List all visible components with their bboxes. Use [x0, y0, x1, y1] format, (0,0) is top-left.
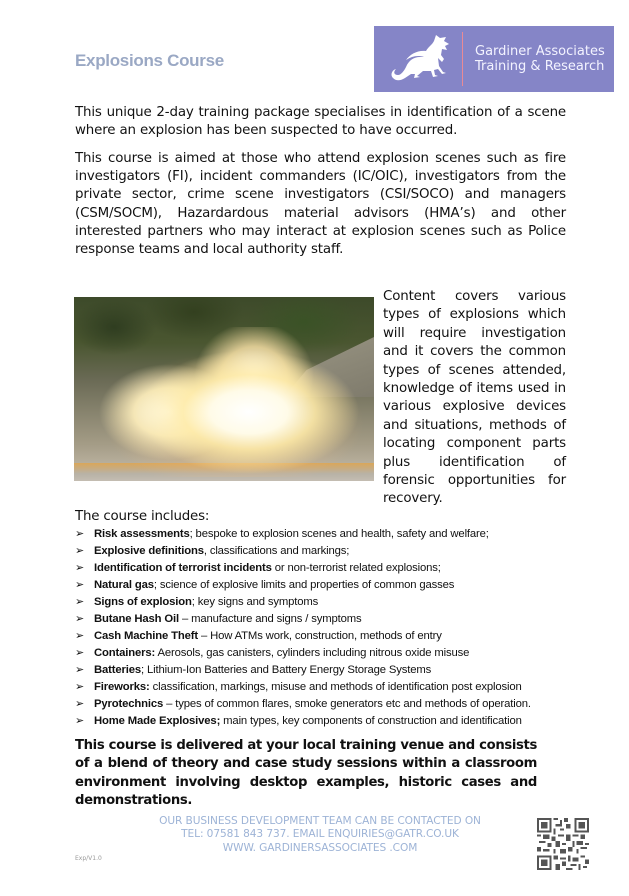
- item-bold: Home Made Explosives;: [94, 715, 221, 727]
- company-logo: [374, 26, 614, 92]
- item-text: Aerosols, gas canisters, cylinders including nitrous oxide misuse: [155, 647, 470, 659]
- list-item: [75, 628, 575, 645]
- closing-statement: This course is delivered at your local training venue and consists of a blend of theory and case study sessions within a classroom environment involving desktop examples, historic cases and demonstrations.: [75, 738, 537, 809]
- item-bold: Batteries: [94, 664, 141, 676]
- explosion-photo: [74, 297, 374, 481]
- item-text: ; key signs and symptoms: [191, 596, 319, 608]
- item-text: , classifications and markings;: [203, 545, 350, 557]
- list-item: [75, 526, 575, 543]
- arrow-bullet-icon: ➢: [75, 664, 85, 676]
- list-item: [75, 594, 575, 611]
- footer-website-link[interactable]: WWW. GARDINERSASSOCIATES .COM: [222, 841, 418, 854]
- item-text: – types of common flares, smoke generators etc and methods of operation.: [163, 698, 531, 710]
- intro-paragraph-2: This course is aimed at those who attend explosion scenes such as fire investigators (FI), incident commanders (IC/OIC), investigators from the private sector, crime scene investigators (CSI/SOCO) and managers (CSM/SOCM), Hazardardous material advisors (HMA’s) and other interested partners who may interact at explosion scenes such as Police response teams and local authority staff.: [75, 151, 566, 258]
- item-bold: Butane Hash Oil: [94, 613, 180, 625]
- item-bold: Cash Machine Theft: [94, 630, 199, 642]
- list-item: [75, 611, 575, 628]
- qr-code-icon[interactable]: [536, 818, 590, 870]
- list-item: [75, 713, 575, 730]
- logo-divider: [462, 32, 463, 86]
- arrow-bullet-icon: ➢: [75, 596, 85, 608]
- list-item: [75, 645, 575, 662]
- contact-footer: [130, 815, 510, 855]
- logo-line-2: Training & Research: [475, 59, 605, 74]
- dragon-icon: [386, 31, 460, 87]
- arrow-bullet-icon: ➢: [75, 528, 85, 540]
- includes-heading: The course includes:: [75, 509, 210, 524]
- arrow-bullet-icon: ➢: [75, 613, 85, 625]
- item-text: classification, markings, misuse and methods of identification post explosion: [149, 681, 522, 693]
- item-bold: Pyrotechnics: [94, 698, 164, 710]
- list-item: [75, 662, 575, 679]
- arrow-bullet-icon: ➢: [75, 698, 85, 710]
- list-item: [75, 543, 575, 560]
- logo-line-1: Gardiner Associates: [475, 44, 605, 59]
- item-bold: Identification of terrorist incidents: [94, 562, 272, 574]
- photo-fireball: [84, 327, 369, 477]
- item-text: – manufacture and signs / symptoms: [179, 613, 362, 625]
- includes-list: [75, 526, 575, 730]
- arrow-bullet-icon: ➢: [75, 562, 85, 574]
- arrow-bullet-icon: ➢: [75, 647, 85, 659]
- item-text: – How ATMs work, construction, methods of entry: [198, 630, 442, 642]
- list-item: [75, 560, 575, 577]
- item-text: ; science of explosive limits and properties of common gasses: [153, 579, 455, 591]
- arrow-bullet-icon: ➢: [75, 681, 85, 693]
- item-bold: Explosive definitions: [94, 545, 204, 557]
- footer-line-1: OUR BUSINESS DEVELOPMENT TEAM CAN BE CONTACTED ON: [159, 815, 481, 827]
- version-label: Exp/V1.0: [75, 855, 102, 862]
- arrow-bullet-icon: ➢: [75, 715, 85, 727]
- logo-text: [475, 44, 605, 74]
- footer-line-2[interactable]: TEL: 07581 843 737. EMAIL ENQUIRIES@GATR.CO.UK: [181, 828, 459, 841]
- item-bold: Signs of explosion: [94, 596, 192, 608]
- arrow-bullet-icon: ➢: [75, 545, 85, 557]
- list-item: [75, 696, 575, 713]
- list-item: [75, 679, 575, 696]
- item-text: ; Lithium-Ion Batteries and Battery Energy Storage Systems: [141, 664, 432, 676]
- item-bold: Risk assessments: [94, 528, 190, 540]
- page-title: Explosions Course: [75, 51, 224, 70]
- intro-paragraph-1: This unique 2-day training package specialises in identification of a scene where an explosion has been suspected to have occurred.: [75, 105, 566, 139]
- item-text: ; bespoke to explosion scenes and health, safety and welfare;: [189, 528, 489, 540]
- item-text: main types, key components of construction and identification: [220, 715, 522, 727]
- item-bold: Fireworks:: [94, 681, 150, 693]
- item-text: or non-terrorist related explosions;: [271, 562, 441, 574]
- item-bold: Containers:: [94, 647, 156, 659]
- arrow-bullet-icon: ➢: [75, 630, 85, 642]
- item-bold: Natural gas: [94, 579, 154, 591]
- list-item: [75, 577, 575, 594]
- arrow-bullet-icon: ➢: [75, 579, 85, 591]
- content-paragraph: Content covers various types of explosions which will require investigation and it covers the common types of scenes attended, knowledge of items used in various explosive devices and situations, methods of locating component parts plus identification of forensic opportunities for recovery.: [383, 289, 566, 507]
